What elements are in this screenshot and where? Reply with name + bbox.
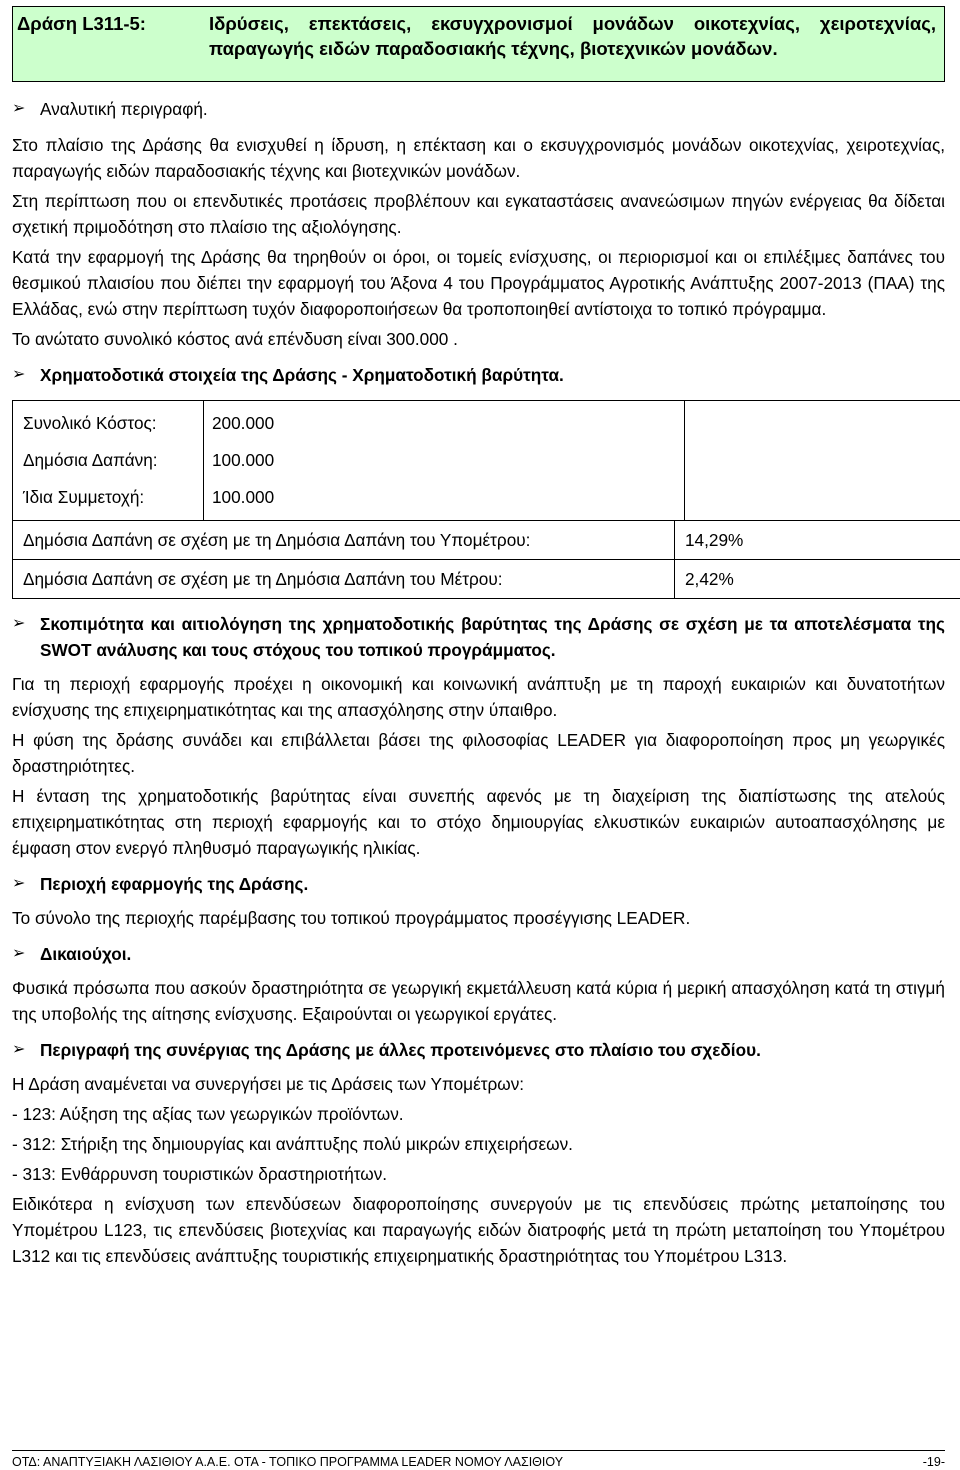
financial-table bbox=[12, 400, 960, 599]
synergy-heading bbox=[12, 1037, 945, 1063]
description-paragraph: Κατά την εφαρμογή της Δράσης θα τηρηθούν οι όροι, οι τομείς ενίσχυσης, οι περιορισμοί και οι επιλέξιμες δαπάνες του θεσμικού πλαισίου που διέπει την εφαρμογή του Άξονα 4 του Προγράμματος Αγροτικής Ανάπτυξης 2007-2013 (ΠΑΑ) της Ελλάδας, ενώ στην περίπτωση τυχόν διαφοροποιήσεων θα τροποποιηθεί αντίστοιχα το τοπικό πρόγραμμα. bbox=[12, 247, 945, 319]
public-expense-value: 100.000 bbox=[212, 450, 275, 470]
synergy-list-item: - 313: Ενθάρρυνση τουριστικών δραστηριοτήτων. bbox=[12, 1164, 388, 1184]
area-paragraph: Το σύνολο της περιοχής παρέμβασης του τοπικού προγράμματος προσέγγισης LEADER. bbox=[12, 908, 691, 928]
synergy-paragraph: Ειδικότερα η ενίσχυση των επενδύσεων διαφοροποίησης συνεργούν με τις επενδύσεις πρώτης μεταποίησης του Υπομέτρου L123, τις επενδύσεις βιοτεχνίας και παραγωγής ειδών διατροφής μετά τη πρώτη μεταποίηση του Υπομέτρου L312 και τις επενδύσεις ανάπτυξης τουριστικής επιχειρηματικής δραστηριότητας του Υπομέτρου L313. bbox=[12, 1194, 945, 1266]
purpose-paragraph: Η ένταση της χρηματοδοτικής βαρύτητας είναι συνεπής αφενός με τη διαχείριση της διαπίστωσης της ατελούς επιχειρηματικότητας στη περιοχή εφαρμογής και το στόχο δημιουργίας ελκυστικών ευκαιριών αυτοαπασχόλησης με έμφαση στον ενεργό πληθυσμό παραγωγικής ηλικίας. bbox=[12, 786, 945, 858]
synergy-heading-text: Περιγραφή της συνέργιας της Δράσης με άλλες προτεινόμενες στο πλαίσιο του σχεδίου. bbox=[40, 1040, 761, 1060]
financial-heading-text: Χρηματοδοτικά στοιχεία της Δράσης - Χρηματοδοτική βαρύτητα. bbox=[40, 365, 564, 385]
ratio-measure-value: 2,42% bbox=[685, 569, 734, 589]
beneficiaries-heading-text: Δικαιούχοι. bbox=[40, 944, 132, 964]
area-heading bbox=[12, 871, 945, 897]
description-paragraph: Στο πλαίσιο της Δράσης θα ενισχυθεί η ίδρυση, η επέκταση και ο εκσυγχρονισμός μονάδων οικοτεχνίας, χειροτεχνίας, παραγωγής ειδών παραδοσιακής τέχνης και βιοτεχνικών μονάδων. bbox=[12, 135, 945, 181]
synergy-list-item: - 312: Στήριξη της δημιουργίας και ανάπτυξης πολύ μικρών επιχειρήσεων. bbox=[12, 1134, 573, 1154]
ratio-measure-label: Δημόσια Δαπάνη σε σχέση με τη Δημόσια Δαπάνη του Μέτρου: bbox=[13, 560, 675, 598]
purpose-paragraph: Για τη περιοχή εφαρμογής προέχει η οικονομική και κοινωνική ανάπτυξη με τη παροχή ευκαιριών και δυνατοτήτων ενίσχυσης της επιχειρηματικότητας και της απασχόλησης στην ύπαιθρο. bbox=[12, 674, 945, 720]
action-code: Δράση L311-5: bbox=[17, 13, 146, 34]
ratio-submeasure-value: 14,29% bbox=[685, 530, 744, 550]
arrow-bullet-icon: ➢ bbox=[12, 1041, 26, 1058]
arrow-bullet-icon: ➢ bbox=[12, 100, 26, 117]
arrow-bullet-icon: ➢ bbox=[12, 615, 26, 632]
own-contribution-value: 100.000 bbox=[212, 487, 275, 507]
beneficiaries-heading bbox=[12, 941, 945, 967]
action-title: Ιδρύσεις, επεκτάσεις, εκσυγχρονισμοί μονάδων οικοτεχνίας, χειροτεχνίας, παραγωγής ειδών παραδοσιακής τέχνης, βιοτεχνικών μονάδων. bbox=[209, 13, 936, 59]
purpose-heading bbox=[12, 611, 945, 663]
purpose-paragraph: Η φύση της δράσης συνάδει και επιβάλλεται βάσει της φιλοσοφίας LEADER για διαφοροποίηση προς μη γεωργικές δραστηριότητες. bbox=[12, 730, 945, 776]
area-heading-text: Περιοχή εφαρμογής της Δράσης. bbox=[40, 874, 309, 894]
page-number: -19- bbox=[922, 1455, 945, 1469]
total-cost-label: Συνολικό Κόστος: bbox=[23, 413, 157, 433]
arrow-bullet-icon: ➢ bbox=[12, 945, 26, 962]
description-heading-text: Αναλυτική περιγραφή. bbox=[40, 99, 208, 119]
beneficiaries-paragraph: Φυσικά πρόσωπα που ασκούν δραστηριότητα σε γεωργική εκμετάλλευση κατά κύρια ή μερική απασχόληση κατά τη στιγμή της υποβολής της αίτησης ενίσχυσης. Εξαιρούνται οι γεωργικοί εργάτες. bbox=[12, 978, 945, 1024]
document-page bbox=[12, 6, 945, 1273]
arrow-bullet-icon: ➢ bbox=[12, 366, 26, 383]
description-heading bbox=[12, 96, 945, 122]
total-cost-value: 200.000 bbox=[212, 413, 275, 433]
synergy-list-item: - 123: Αύξηση της αξίας των γεωργικών προϊόντων. bbox=[12, 1104, 404, 1124]
arrow-bullet-icon: ➢ bbox=[12, 875, 26, 892]
ratio-measure-row bbox=[13, 559, 960, 598]
ratio-submeasure-label: Δημόσια Δαπάνη σε σχέση με τη Δημόσια Δαπάνη του Υπομέτρου: bbox=[13, 521, 675, 559]
action-header bbox=[12, 6, 945, 82]
ratio-submeasure-row bbox=[13, 520, 960, 559]
public-expense-label: Δημόσια Δαπάνη: bbox=[23, 450, 158, 470]
max-cost-paragraph: Το ανώτατο συνολικό κόστος ανά επένδυση είναι 300.000 . bbox=[12, 329, 458, 349]
synergy-intro: Η Δράση αναμένεται να συνεργήσει με τις Δράσεις των Υπομέτρων: bbox=[12, 1074, 525, 1094]
purpose-heading-text: Σκοπιμότητα και αιτιολόγηση της χρηματοδοτικής βαρύτητας της Δράσης σε σχέση με τα αποτελέσματα της SWOT ανάλυσης και τους στόχους του τοπικού προγράμματος. bbox=[40, 614, 945, 660]
page-footer bbox=[12, 1450, 945, 1470]
financial-heading bbox=[12, 362, 945, 388]
footer-organization: ΟΤΔ: ΑΝΑΠΤΥΞΙΑΚΗ ΛΑΣΙΘΙΟΥ Α.Α.Ε. ΟΤΑ - ΤΟΠΙΚΟ ΠΡΟΓΡΑΜΜΑ LEADER ΝΟΜΟΥ ΛΑΣΙΘΙΟΥ bbox=[12, 1455, 564, 1469]
own-contribution-label: Ίδια Συμμετοχή: bbox=[23, 487, 145, 507]
description-paragraph: Στη περίπτωση που οι επενδυτικές προτάσεις προβλέπουν και εγκαταστάσεις ανανεώσιμων πηγών ενέργειας θα δίδεται σχετική πριμοδότηση στο πλαίσιο της αξιολόγησης. bbox=[12, 191, 945, 237]
